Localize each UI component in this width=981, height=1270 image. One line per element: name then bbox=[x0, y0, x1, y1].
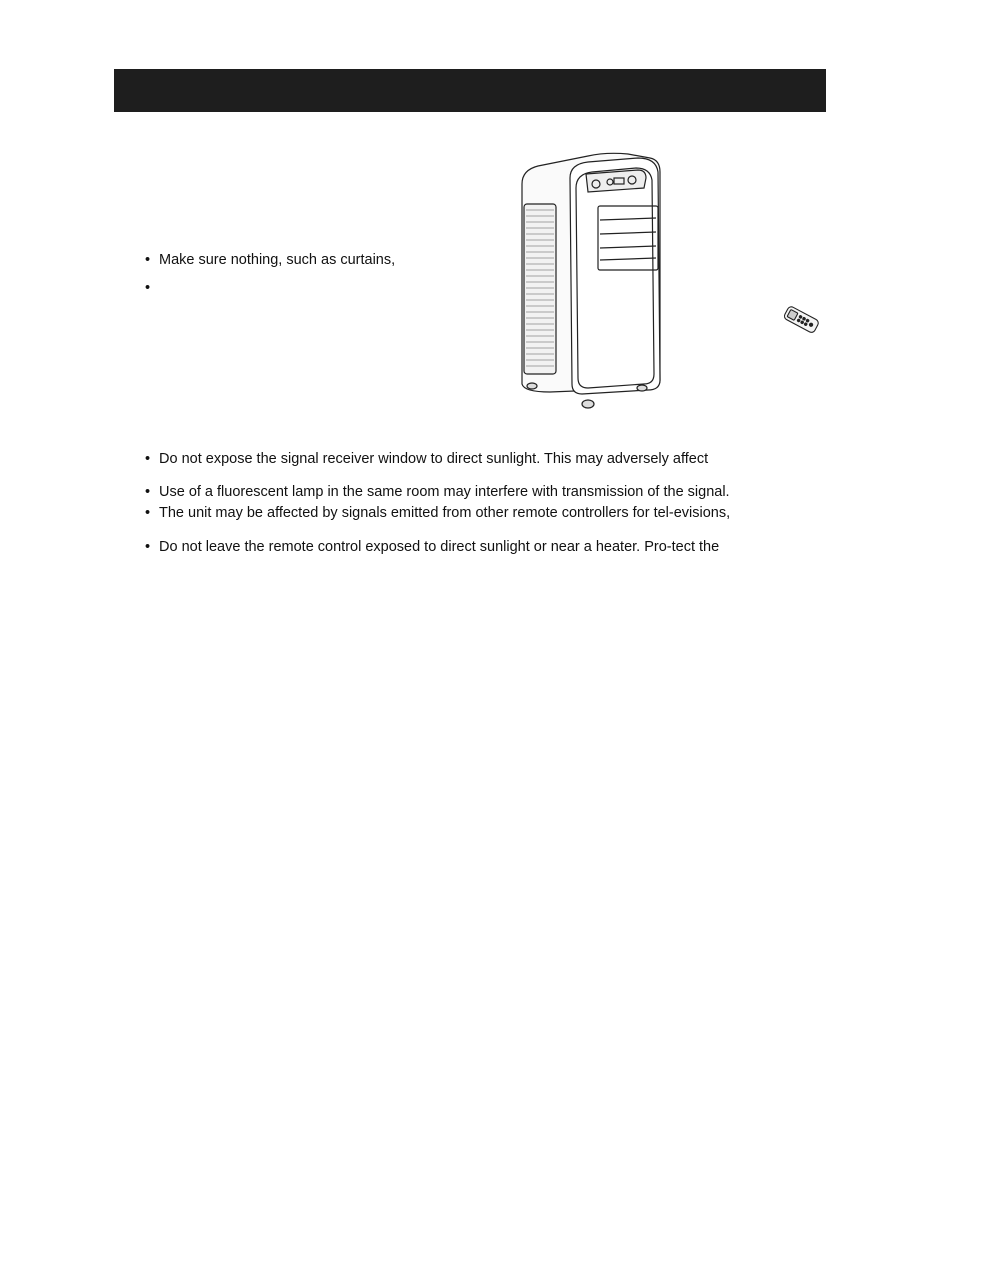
bullet-item bbox=[145, 483, 730, 501]
bullet-text: Use of a fluorescent lamp in the same room may interfere with transmission of the signal. bbox=[159, 484, 730, 500]
section-header-bar bbox=[114, 69, 826, 112]
bullet-item bbox=[145, 251, 395, 269]
bullet-marker: • bbox=[145, 539, 151, 555]
remote-control-illustration bbox=[776, 300, 824, 340]
bullet-text: Make sure nothing, such as curtains, bbox=[159, 252, 396, 268]
bullet-item bbox=[145, 279, 159, 297]
bullet-text: Do not expose the signal receiver window to direct sunlight. This may adversely affect bbox=[159, 451, 709, 467]
bullet-marker: • bbox=[145, 484, 151, 500]
bullet-item bbox=[145, 538, 719, 556]
bullet-text: Do not leave the remote control exposed to direct sunlight or near a heater. Pro-tect the bbox=[159, 539, 720, 555]
bullet-marker: • bbox=[145, 451, 151, 467]
bullet-text: The unit may be affected by signals emitted from other remote controllers for tel-evisions, bbox=[159, 505, 731, 521]
bullet-item bbox=[145, 450, 708, 468]
bullet-marker: • bbox=[145, 505, 151, 521]
air-conditioner-unit-illustration bbox=[510, 148, 670, 416]
bullet-marker: • bbox=[145, 252, 151, 268]
bullet-marker: • bbox=[145, 280, 151, 296]
bullet-item bbox=[145, 504, 730, 522]
